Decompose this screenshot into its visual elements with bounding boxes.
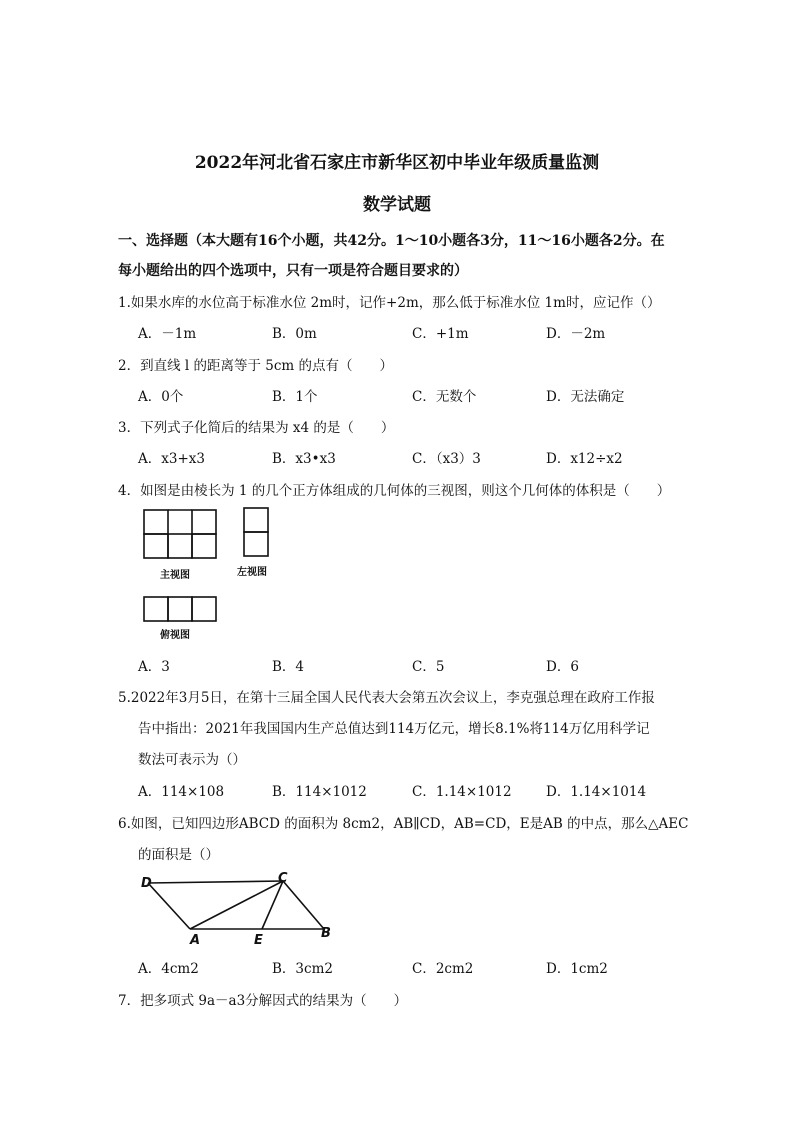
section-header-line1: 一、选择题（本大题有16个小题，共42分。1～10小题各3分，11～16小题各2分。在 bbox=[118, 233, 665, 249]
section-header-line2: 每小题给出的四个选项中，只有一项是符合题目要求的） bbox=[118, 263, 468, 279]
q6-line1: 6.如图，已知四边形ABCD 的面积为 8cm2，AB∥CD，AB=CD，E是AB 的中点，那么△AEC bbox=[118, 816, 689, 832]
q2-option-d: D．无法确定 bbox=[546, 389, 625, 405]
q5-option-d: D．1.14×1014 bbox=[546, 784, 647, 800]
q6-option-c: C．2cm2 bbox=[412, 961, 474, 977]
left-view-label: 左视图 bbox=[237, 567, 267, 578]
q4-option-d: D．6 bbox=[546, 659, 579, 675]
q3-option-c: C．（x3）3 bbox=[412, 451, 481, 467]
q3-option-d: D．x12÷x2 bbox=[546, 451, 623, 467]
q4-option-c: C．5 bbox=[412, 659, 445, 675]
q5-option-a: A．114×108 bbox=[138, 784, 225, 800]
q4-option-a: A．3 bbox=[138, 659, 170, 675]
vertex-label-b: B bbox=[321, 926, 331, 941]
q1-option-a: A．－1m bbox=[138, 326, 197, 342]
q2-option-a: A．0个 bbox=[138, 389, 184, 405]
q2-stem: 2．到直线 l 的距离等于 5cm 的点有（ ） bbox=[118, 358, 394, 374]
paper-subtitle: 数学试题 bbox=[363, 195, 431, 215]
q5-line1: 5.2022年3月5日，在第十三届全国人民代表大会第五次会议上，李克强总理在政府工作报 bbox=[118, 690, 655, 706]
q3-stem: 3．下列式子化简后的结果为 x4 的是（ ） bbox=[118, 420, 395, 436]
q1-option-d: D．－2m bbox=[546, 326, 606, 342]
q1-option-b: B．0m bbox=[272, 326, 317, 342]
vertex-label-e: E bbox=[254, 933, 263, 948]
three-view-figure bbox=[130, 500, 290, 650]
q4-option-b: B．4 bbox=[272, 659, 305, 675]
q5-option-c: C．1.14×1012 bbox=[412, 784, 512, 800]
left-view bbox=[244, 508, 268, 556]
q1-stem: 1.如果水库的水位高于标准水位 2m时，记作+2m，那么低于标准水位 1m时，应记作（） bbox=[118, 295, 661, 311]
q6-option-d: D．1cm2 bbox=[546, 961, 608, 977]
q2-option-c: C．无数个 bbox=[412, 389, 477, 405]
q7-stem: 7．把多项式 9a－a3分解因式的结果为（ ） bbox=[118, 993, 408, 1009]
parallelogram-figure bbox=[135, 866, 345, 948]
top-view-label: 俯视图 bbox=[160, 630, 190, 641]
q5-line2: 告中指出：2021年我国国内生产总值达到114万亿元，增长8.1%将114万亿用科学记 bbox=[138, 721, 650, 737]
q5-line3: 数法可表示为（） bbox=[138, 752, 246, 768]
vertex-label-c: C bbox=[278, 871, 288, 886]
q3-option-a: A．x3+x3 bbox=[138, 451, 205, 467]
q1-option-c: C．+1m bbox=[412, 326, 469, 342]
vertex-label-a: A bbox=[190, 933, 201, 948]
vertex-label-d: D bbox=[141, 876, 152, 891]
q2-option-b: B．1个 bbox=[272, 389, 318, 405]
q3-option-b: B．x3•x3 bbox=[272, 451, 336, 467]
top-view bbox=[144, 597, 216, 621]
q6-line2: 的面积是（） bbox=[138, 847, 219, 863]
q5-option-b: B．114×1012 bbox=[272, 784, 367, 800]
front-view bbox=[144, 510, 216, 558]
front-view-label: 主视图 bbox=[160, 570, 190, 581]
q4-stem: 4．如图是由棱长为 1 的几个正方体组成的几何体的三视图，则这个几何体的体积是（ ） bbox=[118, 483, 671, 499]
paper-title: 2022年河北省石家庄市新华区初中毕业年级质量监测 bbox=[194, 153, 600, 173]
q6-option-b: B．3cm2 bbox=[272, 961, 333, 977]
q6-option-a: A．4cm2 bbox=[138, 961, 199, 977]
